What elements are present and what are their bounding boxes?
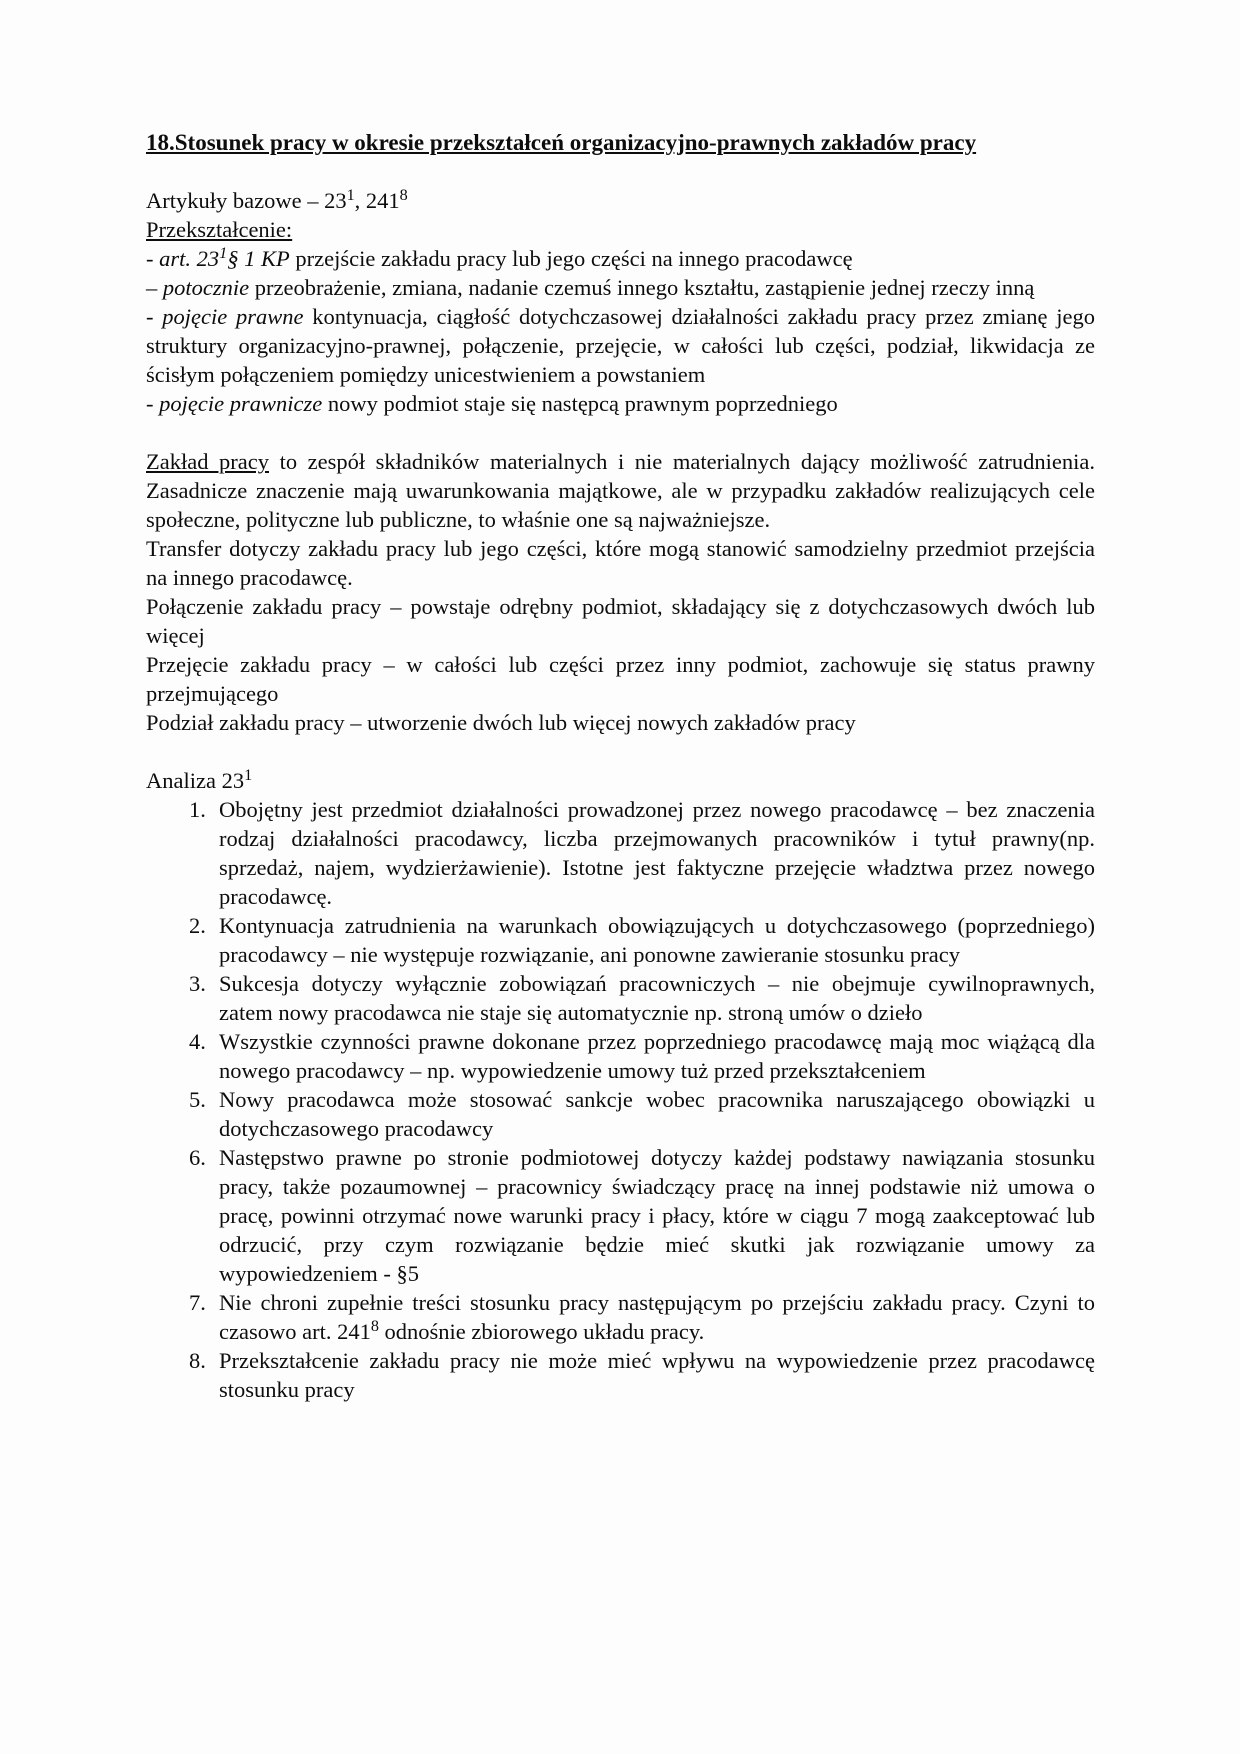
paragraph: [146, 186, 1095, 215]
blank-line: [146, 418, 1095, 447]
paragraph: [146, 592, 1101, 650]
paragraph: [146, 215, 1095, 244]
list-item: [146, 969, 1101, 1027]
list-item-number: 7.: [189, 1290, 206, 1315]
text-segment: , 241: [354, 188, 400, 213]
text-segment: -: [146, 391, 160, 416]
text-segment: Kontynuacja zatrudnienia na warunkach obowiązujących u dotychczasowego (poprzedniego) pracodawcy – nie występuje rozwiązanie, ani ponowne zawieranie stosunku pracy: [219, 913, 1101, 967]
blank-line: [146, 157, 1095, 186]
text-segment: Nowy pracodawca może stosować sankcje wobec pracownika naruszającego obowiązki u dotychczasowego pracodawcy: [219, 1087, 1101, 1141]
text-segment: przejście zakładu pracy lub jego części na innego pracodawcę: [289, 246, 853, 271]
text-segment: Podział zakładu pracy – utworzenie dwóch lub więcej nowych zakładów pracy: [146, 710, 856, 735]
text-segment: 18.Stosunek pracy w okresie przekształceń organizacyjno-prawnych zakładów pracy: [146, 130, 977, 155]
text-segment: Następstwo prawne po stronie podmiotowej dotyczy każdej podstawy nawiązania stosunku pracy, także pozaumownej – pracownicy świadczący pracę na innej podstawie niż umowa o pracę, powinni otrzymać nowe warunki pracy i płacy, które w ciągu 7 mogą zaakceptować lub odrzucić, przy czym rozwiązanie będzie mieć skutki jak rozwiązanie umowy za wypowiedzeniem - §5: [219, 1145, 1101, 1286]
list-item: [146, 1346, 1101, 1404]
list-item: [146, 911, 1101, 969]
paragraph: [146, 447, 1101, 534]
text-segment: kontynuacja, ciągłość dotychczasowej działalności zakładu pracy przez zmianę jego struktury organizacyjno-prawnej, połączenie, przejęcie, w całości lub części, podział, likwidacja ze ścisłym połączeniem pomiędzy unicestwieniem a powstaniem: [146, 304, 1101, 387]
list-item-number: 3.: [189, 971, 206, 996]
paragraph: [146, 708, 1095, 737]
text-segment: potocznie: [162, 275, 250, 300]
text-segment: Przejęcie zakładu pracy – w całości lub części przez inny podmiot, zachowuje się status prawny przejmującego: [146, 652, 1101, 706]
numbered-list: [146, 795, 1101, 1404]
text-segment: Przekształcenie:: [146, 217, 293, 242]
paragraph: [146, 766, 1095, 795]
text-segment: 8: [399, 185, 408, 204]
text-segment: Transfer dotyczy zakładu pracy lub jego części, które mogą stanowić samodzielny przedmiot przejścia na innego pracodawcę.: [146, 536, 1101, 590]
text-segment: art. 23: [159, 246, 220, 271]
document-body: [146, 128, 1101, 1404]
paragraph: [146, 302, 1101, 389]
text-segment: Przekształcenie zakładu pracy nie może mieć wpływu na wypowiedzenie przez pracodawcę stosunku pracy: [219, 1348, 1101, 1402]
paragraph: [146, 534, 1101, 592]
text-segment: Artykuły bazowe – 23: [146, 188, 347, 213]
paragraph: [146, 389, 1095, 418]
text-segment: 1: [346, 185, 355, 204]
text-segment: odnośnie zbiorowego układu pracy.: [378, 1319, 705, 1344]
text-segment: pojęcie prawnicze: [159, 391, 323, 416]
list-item: [146, 1085, 1101, 1143]
paragraph: [146, 244, 1095, 273]
list-item-number: 8.: [189, 1348, 206, 1373]
list-item: [146, 795, 1101, 911]
document-title: [146, 128, 1095, 157]
text-segment: Połączenie zakładu pracy – powstaje odrębny podmiot, składający się z dotychczasowych dwóch lub więcej: [146, 594, 1101, 648]
list-item: [146, 1143, 1101, 1288]
text-segment: to zespół składników materialnych i nie materialnych dający możliwość zatrudnienia. Zasadnicze znaczenie mają uwarunkowania majątkowe, ale w przypadku zakładów realizujących cele społeczne, polityczne lub publiczne, to właśnie one są najważniejsze.: [146, 449, 1101, 532]
text-segment: Zakład pracy: [146, 449, 269, 474]
text-segment: pojęcie prawne: [162, 304, 304, 329]
text-segment: przeobrażenie, zmiana, nadanie czemuś innego kształtu, zastąpienie jednej rzeczy inną: [249, 275, 1035, 300]
text-segment: Obojętny jest przedmiot działalności prowadzonej przez nowego pracodawcę – bez znaczenia rodzaj działalności pracodawcy, liczba przejmowanych pracowników i tytuł prawny(np. sprzedaż, najem, wydzierżawienie). Istotne jest faktyczne przejęcie władztwa przez nowego pracodawcę.: [219, 797, 1101, 909]
text-segment: –: [146, 275, 163, 300]
text-segment: 1: [219, 243, 228, 262]
list-item-number: 5.: [189, 1087, 206, 1112]
list-item-number: 1.: [189, 797, 206, 822]
text-segment: Wszystkie czynności prawne dokonane przez poprzedniego pracodawcę mają moc wiążącą dla nowego pracodawcy – np. wypowiedzenie umowy tuż przed przekształceniem: [219, 1029, 1101, 1083]
blank-line: [146, 737, 1095, 766]
list-item: [146, 1027, 1101, 1085]
text-segment: Sukcesja dotyczy wyłącznie zobowiązań pracowniczych – nie obejmuje cywilnoprawnych, zatem nowy pracodawca nie staje się automatycznie np. stroną umów o dzieło: [219, 971, 1101, 1025]
list-item-number: 6.: [189, 1145, 206, 1170]
text-segment: Nie chroni zupełnie treści stosunku pracy następującym po przejściu zakładu pracy. Czyni to czasowo art. 241: [219, 1290, 1101, 1344]
list-item: [146, 1288, 1101, 1346]
list-item-number: 2.: [189, 913, 206, 938]
paragraph: [146, 650, 1101, 708]
text-segment: -: [146, 304, 163, 329]
text-segment: § 1 KP: [227, 246, 290, 271]
text-segment: 8: [370, 1316, 379, 1335]
paragraph: [146, 273, 1095, 302]
text-segment: 1: [244, 765, 253, 784]
list-item-number: 4.: [189, 1029, 206, 1054]
text-segment: Analiza 23: [146, 768, 245, 793]
text-segment: nowy podmiot staje się następcą prawnym poprzedniego: [322, 391, 838, 416]
text-segment: -: [146, 246, 160, 271]
